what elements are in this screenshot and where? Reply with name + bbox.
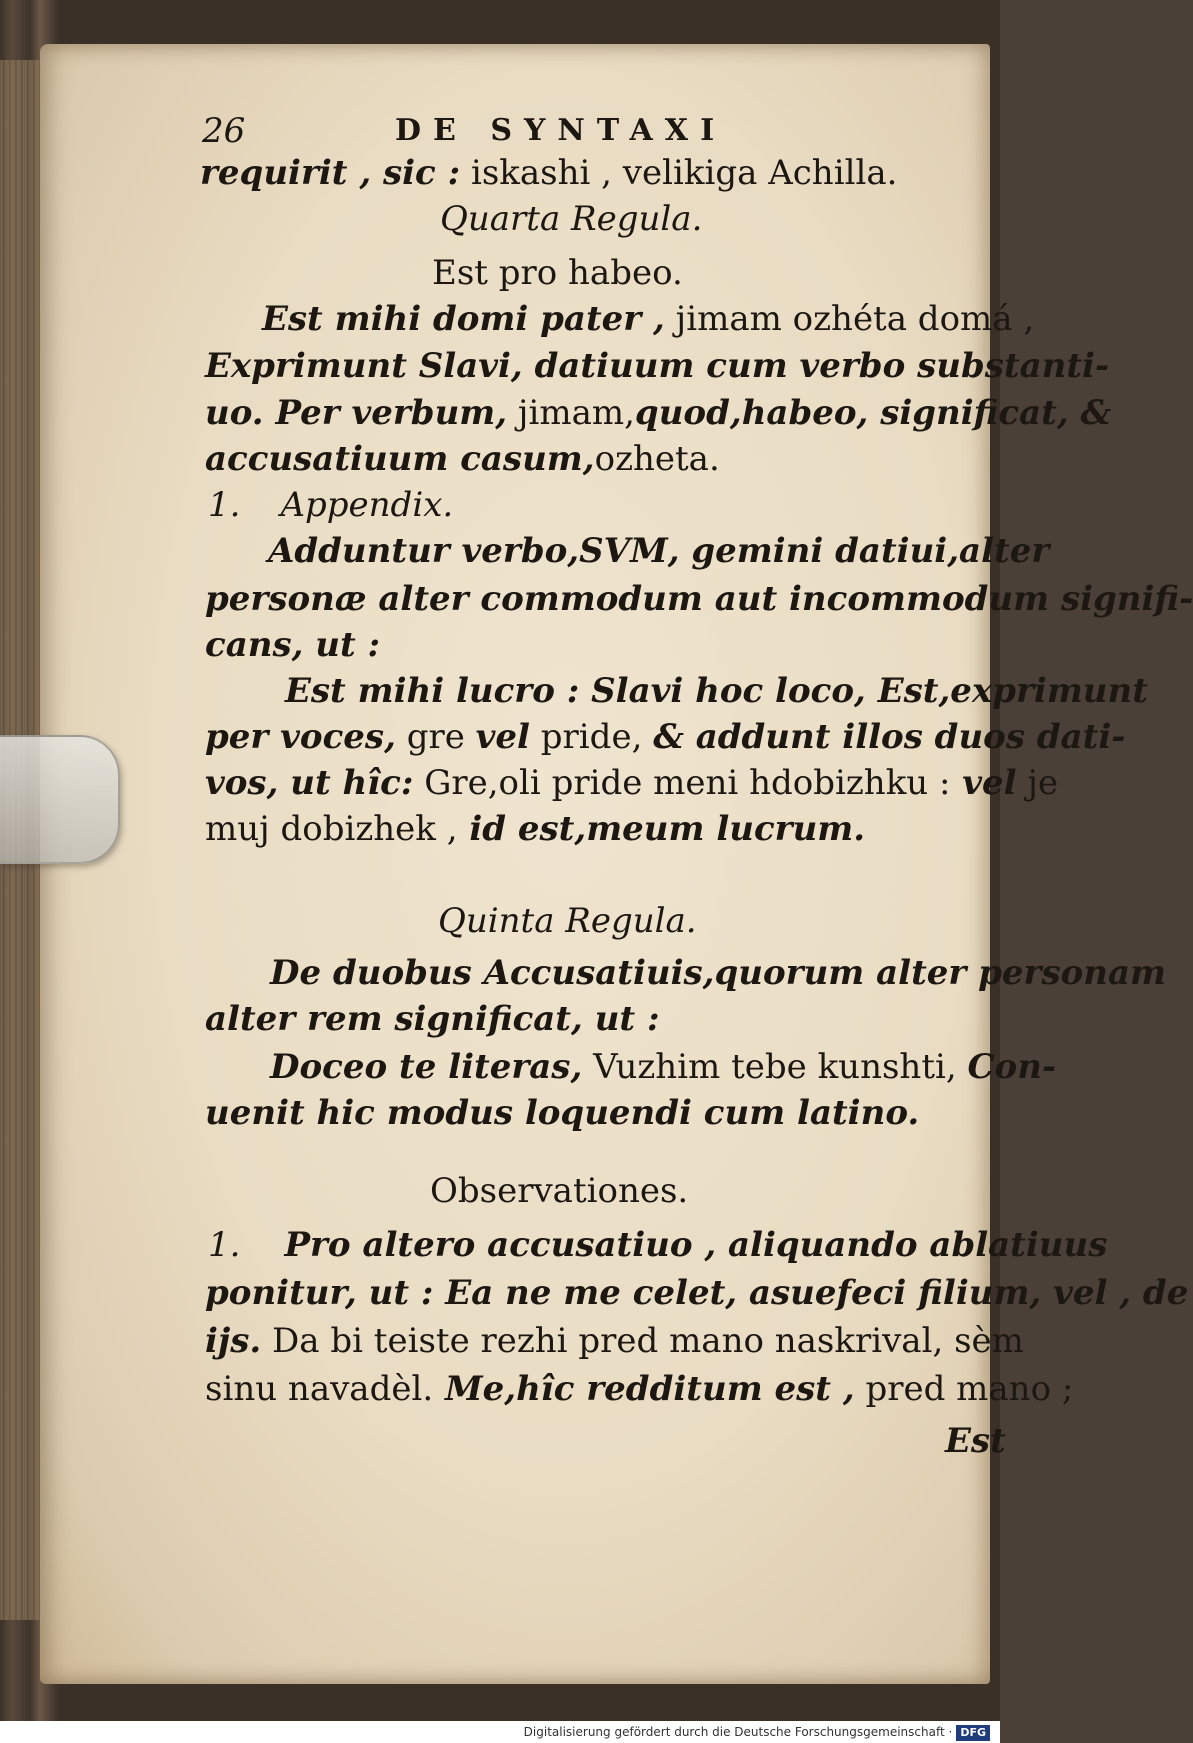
slovene-phrase: Da bi teiste rezhi pred mano naskrival, sèm (261, 1321, 1024, 1361)
latin-phrase: Con- (967, 1047, 1057, 1087)
text-line: uenit hic modus loquendi cum latino. (205, 1093, 920, 1133)
latin-phrase: uo. Per verbum, (205, 393, 508, 433)
text-line: Exprimunt Slavi, datiuum cum verbo substanti- (205, 346, 1110, 386)
text-line (262, 299, 1035, 339)
slovene-phrase: jimam ozhéta domá , (664, 299, 1035, 339)
text-line (205, 717, 1126, 757)
slovene-phrase: ozheta. (594, 439, 720, 479)
dfg-logo: DFG (956, 1725, 990, 1741)
item-number: 1. (208, 1225, 241, 1265)
latin-phrase: vel (475, 717, 530, 757)
text-line: alter rem significat, ut : (205, 999, 660, 1039)
section-heading: Quarta Regula. (440, 199, 703, 239)
text-line: Est mihi lucro : Slavi hoc loco, Est,exprimunt (285, 671, 1148, 711)
running-head: DE SYNTAXI (395, 113, 727, 148)
latin-phrase: requirit , sic : (200, 153, 461, 193)
latin-phrase: ijs. (205, 1321, 262, 1361)
text-line (208, 485, 454, 525)
slovene-phrase: sinu navadèl. (205, 1369, 434, 1409)
slovene-phrase: jimam, (507, 393, 635, 433)
text-line (205, 809, 866, 849)
slovene-phrase: pred mano ; (854, 1369, 1074, 1409)
latin-phrase: Doceo te literas, (270, 1047, 583, 1087)
footer-credit (0, 1721, 1000, 1743)
text-line (208, 1225, 1108, 1265)
page-number: 26 (202, 111, 246, 151)
latin-phrase: vel (950, 763, 1017, 803)
latin-phrase: quod,habeo, significat, & (634, 393, 1112, 433)
footer-text: Digitalisierung gefördert durch die Deutsche Forschungsgemeinschaft · (523, 1725, 953, 1739)
text-line (205, 1369, 1074, 1409)
item-number: 1. (208, 485, 241, 525)
page-clip (0, 735, 120, 864)
latin-phrase: Est mihi domi pater , (262, 299, 665, 339)
slovene-phrase: muj dobizhek , (205, 809, 458, 849)
latin-phrase: & addunt illos duos dati- (653, 717, 1126, 757)
latin-phrase: vos, ut hîc: (205, 763, 414, 803)
latin-phrase: per voces, (205, 717, 396, 757)
text-line (205, 393, 1112, 433)
text-line: De duobus Accusatiuis,quorum alter personam (270, 953, 1167, 993)
slovene-phrase: pride, (529, 717, 654, 757)
text-line: ponitur, ut : Ea ne me celet, asuefeci filium, vel , de (205, 1273, 1189, 1313)
text-line (200, 153, 898, 193)
slovene-phrase: iskashi , velikiga Achilla. (460, 153, 898, 193)
text-line (205, 1321, 1024, 1361)
latin-phrase: Pro altero accusatiuo , aliquando ablatiuus (284, 1225, 1108, 1265)
latin-phrase: accusatiuum casum, (205, 439, 595, 479)
catchword: Est (945, 1421, 1006, 1461)
rule-title: Est pro habeo. (432, 253, 683, 293)
section-heading: Observationes. (430, 1171, 689, 1211)
slovene-phrase: gre (395, 717, 476, 757)
text-line: cans, ut : (205, 625, 381, 665)
text-line (205, 763, 1059, 803)
text-line: Adduntur verbo,SVM, gemini datiui,alter (268, 531, 1050, 571)
text-line: personæ alter commodum aut incommodum signifi- (205, 579, 1193, 619)
slovene-phrase: je (1016, 763, 1059, 803)
latin-phrase: Me,hîc redditum est , (433, 1369, 855, 1409)
section-heading: Quinta Regula. (438, 901, 697, 941)
slovene-phrase: Gre,oli pride meni hdobizhku : (413, 763, 951, 803)
slovene-phrase: Vuzhim tebe kunshti, (582, 1047, 968, 1087)
book-page (40, 44, 1193, 1684)
text-line (205, 439, 720, 479)
latin-phrase: id est,meum lucrum. (457, 809, 866, 849)
text-line (270, 1047, 1057, 1087)
appendix-heading: Appendix. (280, 485, 454, 525)
